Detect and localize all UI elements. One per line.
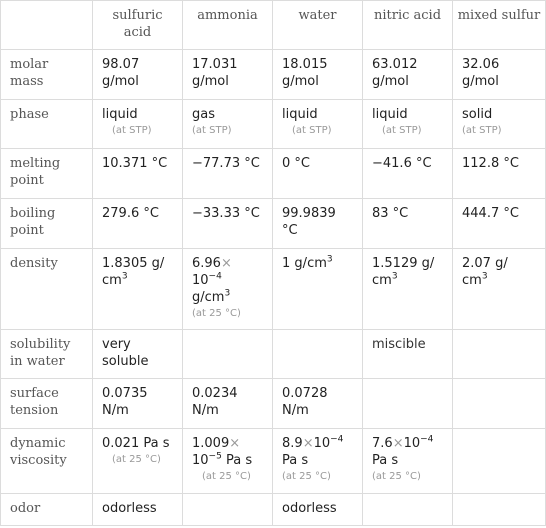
cell-value: 32.06 g/mol [453, 50, 546, 100]
density-value: 1.5129 [372, 256, 418, 271]
row-label-surface-tension: surface tension [1, 379, 93, 429]
density-value: 1.8305 [102, 256, 148, 271]
cell-value: −77.73 °C [183, 149, 273, 199]
row-phase [1, 100, 546, 149]
condition-note: (at 25 °C) [372, 471, 421, 482]
row-label-odor: odor [1, 494, 93, 526]
cell-value: −33.33 °C [183, 199, 273, 249]
unit-text: cm [462, 273, 482, 288]
phase-value: solid [462, 107, 493, 122]
unit-text: g/ [151, 256, 165, 271]
unit-text: Pa s [225, 453, 253, 468]
cell-value [363, 494, 453, 526]
unit-text: cm [307, 256, 327, 271]
cell-value: −41.6 °C [363, 149, 453, 199]
condition-note: (at 25 °C) [282, 471, 331, 482]
cell-value: odorless [273, 494, 363, 526]
unit-text: g/ [495, 256, 508, 271]
base-ten: 10 [313, 436, 331, 451]
row-label-phase: phase [1, 100, 93, 149]
exponent: −4 [420, 434, 434, 445]
mantissa: 8.9 [282, 436, 303, 451]
condition-note: (at 25 °C) [202, 471, 251, 482]
cell-value: 99.9839 °C [273, 199, 363, 249]
cell-value: odorless [93, 494, 183, 526]
exponent: −4 [208, 271, 222, 282]
cell-value: miscible [363, 330, 453, 379]
cell-value: 112.8 °C [453, 149, 546, 199]
condition-note: (at STP) [192, 125, 232, 136]
phase-value: liquid [372, 107, 408, 122]
cell-value [183, 494, 273, 526]
cell-value: 0.0735 N/m [93, 379, 183, 429]
row-odor [1, 494, 546, 526]
condition-note: (at STP) [292, 125, 332, 136]
cell-value: 83 °C [363, 199, 453, 249]
cell-value: 10.371 °C [93, 149, 183, 199]
cell-value: very soluble [93, 330, 183, 379]
times-sign: × [220, 256, 232, 271]
row-label-boiling-point: boiling point [1, 199, 93, 249]
cell-value [453, 330, 546, 379]
exponent: −5 [208, 451, 222, 462]
row-boiling-point [1, 199, 546, 249]
cell-value [183, 249, 273, 330]
row-surface-tension [1, 379, 546, 429]
cell-value [273, 330, 363, 379]
unit-text: g/ [192, 290, 205, 305]
condition-note: (at 25 °C) [112, 454, 161, 465]
unit-text: g/ [294, 256, 308, 271]
row-label-solubility: solubility in water [1, 330, 93, 379]
times-sign: × [392, 436, 404, 451]
cell-value [363, 249, 453, 330]
corner-cell [1, 1, 93, 50]
base-ten: 10 [192, 453, 209, 468]
density-value: 1 [282, 256, 291, 271]
cell-value: 0.0234 N/m [183, 379, 273, 429]
unit-text: cm [372, 273, 392, 288]
cell-value [453, 100, 546, 149]
condition-note: (at STP) [382, 125, 422, 136]
cell-value [93, 100, 183, 149]
mantissa: 6.96 [192, 256, 221, 271]
cell-value [453, 494, 546, 526]
cell-value: 17.031 g/mol [183, 50, 273, 100]
exponent: −4 [330, 434, 344, 445]
row-melting-point [1, 149, 546, 199]
viscosity-value: 0.021 Pa s [102, 436, 170, 451]
unit-text: cm [204, 290, 225, 305]
cell-value [453, 379, 546, 429]
cell-value: 63.012 g/mol [363, 50, 453, 100]
cell-value [273, 100, 363, 149]
column-header-nitric-acid: nitric acid [363, 1, 453, 50]
mantissa: 1.009 [192, 436, 230, 451]
cell-value [183, 429, 273, 494]
times-sign: × [229, 436, 241, 451]
row-molar-mass [1, 50, 546, 100]
unit-exponent: 3 [121, 271, 128, 282]
mantissa: 7.6 [372, 436, 393, 451]
density-value: 2.07 [462, 256, 491, 271]
cell-value [453, 429, 546, 494]
cell-value [93, 249, 183, 330]
unit-exponent: 3 [481, 271, 488, 282]
unit-text: Pa s [282, 453, 309, 468]
row-label-molar-mass: molar mass [1, 50, 93, 100]
cell-value [363, 100, 453, 149]
cell-value: 0 °C [273, 149, 363, 199]
row-density [1, 249, 546, 330]
condition-note: (at 25 °C) [192, 308, 241, 319]
unit-exponent: 3 [326, 254, 333, 265]
cell-value: 0.0728 N/m [273, 379, 363, 429]
unit-text: Pa s [372, 453, 399, 468]
phase-value: gas [192, 107, 215, 122]
cell-value: 279.6 °C [93, 199, 183, 249]
row-dynamic-viscosity [1, 429, 546, 494]
base-ten: 10 [403, 436, 421, 451]
column-header-water: water [273, 1, 363, 50]
cell-value: 98.07 g/mol [93, 50, 183, 100]
unit-text: g/ [421, 256, 435, 271]
cell-value [183, 330, 273, 379]
cell-value [93, 429, 183, 494]
base-ten: 10 [192, 273, 209, 288]
unit-exponent: 3 [224, 288, 231, 299]
cell-value [453, 249, 546, 330]
row-label-density: density [1, 249, 93, 330]
condition-note: (at STP) [112, 125, 152, 136]
column-header-sulfuric-acid: sulfuric acid [93, 1, 183, 50]
cell-value [273, 429, 363, 494]
header-row [1, 1, 546, 50]
unit-exponent: 3 [391, 271, 398, 282]
row-label-dynamic-viscosity: dynamic viscosity [1, 429, 93, 494]
condition-note: (at STP) [462, 125, 502, 136]
phase-value: liquid [282, 107, 318, 122]
row-label-melting-point: melting point [1, 149, 93, 199]
column-header-ammonia: ammonia [183, 1, 273, 50]
cell-value [273, 249, 363, 330]
column-header-mixed-sulfur: mixed sulfur [453, 1, 546, 50]
cell-value: 18.015 g/mol [273, 50, 363, 100]
cell-value [183, 100, 273, 149]
times-sign: × [302, 436, 314, 451]
phase-value: liquid [102, 107, 138, 122]
unit-text: cm [102, 273, 122, 288]
cell-value: 444.7 °C [453, 199, 546, 249]
cell-value [363, 379, 453, 429]
cell-value [363, 429, 453, 494]
row-solubility [1, 330, 546, 379]
